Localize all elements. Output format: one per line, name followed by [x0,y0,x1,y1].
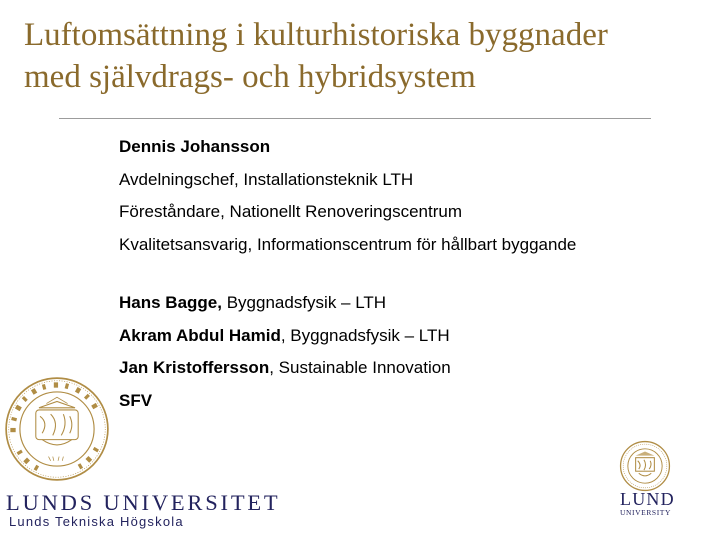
slide-title-line-1: Luftomsättning i kulturhistoriska byggnader [24,17,608,53]
slide-title-line-2: med självdrags- och hybridsystem [24,59,476,95]
faculty-name: Lunds Tekniska Högskola [9,514,184,529]
lund-logo-word: LUND [620,489,675,509]
slide-body [119,134,699,420]
title-divider [59,118,651,119]
contributor-line [119,388,699,421]
contributor-line [119,355,699,388]
contributor-name: Hans Bagge, [119,293,222,312]
presenter-role: Kvalitetsansvarig, Informationscentrum för hållbart byggande [119,234,577,254]
contributor-name: Jan Kristoffersson [119,358,270,377]
contributor-name: SFV [119,390,153,410]
university-name: LUNDS UNIVERSITET [6,490,281,515]
presenter-role: Avdelningschef, Installationsteknik LTH [119,169,414,189]
lund-logo-subword: UNIVERSITY [620,508,671,517]
contributor-line [119,290,699,323]
presenter-name: Dennis Johansson [119,137,271,156]
contributor-line [119,323,699,356]
contributor-affiliation: , Byggnadsfysik – LTH [280,325,450,345]
contributor-affiliation: , Sustainable Innovation [269,358,451,377]
contributor-affiliation: Byggnadsfysik – LTH [221,293,387,312]
slide-title [24,14,694,98]
university-seal-icon [4,376,110,482]
presenter-role: Föreståndare, Nationellt Renoveringscentrum [119,202,463,221]
contributor-name: Akram Abdul Hamid [119,325,281,345]
lund-seal-icon [619,440,671,492]
